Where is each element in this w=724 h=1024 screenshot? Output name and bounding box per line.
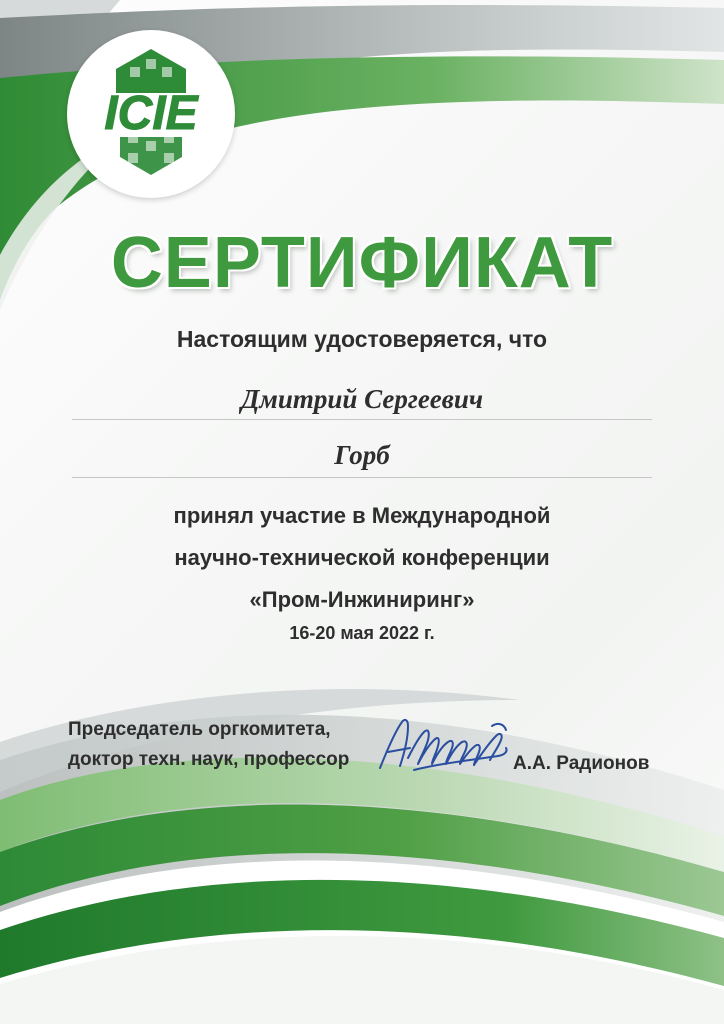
signatory-name: А.А. Радионов xyxy=(513,753,650,774)
logo-text: ICIE xyxy=(104,87,198,140)
signatory-role-line-2: доктор техн. наук, профессор xyxy=(68,749,350,770)
recipient-first-name: Дмитрий Сергеевич xyxy=(240,384,484,414)
body-text-line-1: принял участие в Международной xyxy=(173,503,551,528)
recipient-rule-top xyxy=(72,419,652,420)
recipient-rule-bottom xyxy=(72,477,652,478)
event-dates: 16-20 мая 2022 г. xyxy=(289,623,435,643)
body-text-line-2: научно-технической конференции xyxy=(174,545,550,570)
recipient-last-name: Горб xyxy=(334,440,390,470)
signatory-role-line-1: Председатель оргкомитета, xyxy=(68,719,331,740)
handwritten-signature-icon xyxy=(374,712,519,782)
certificate-subtitle: Настоящим удостоверяется, что xyxy=(176,326,548,352)
page-title: СЕРТИФИКАТ xyxy=(110,223,614,303)
body-text-line-3: «Пром-Инжиниринг» xyxy=(249,587,475,612)
